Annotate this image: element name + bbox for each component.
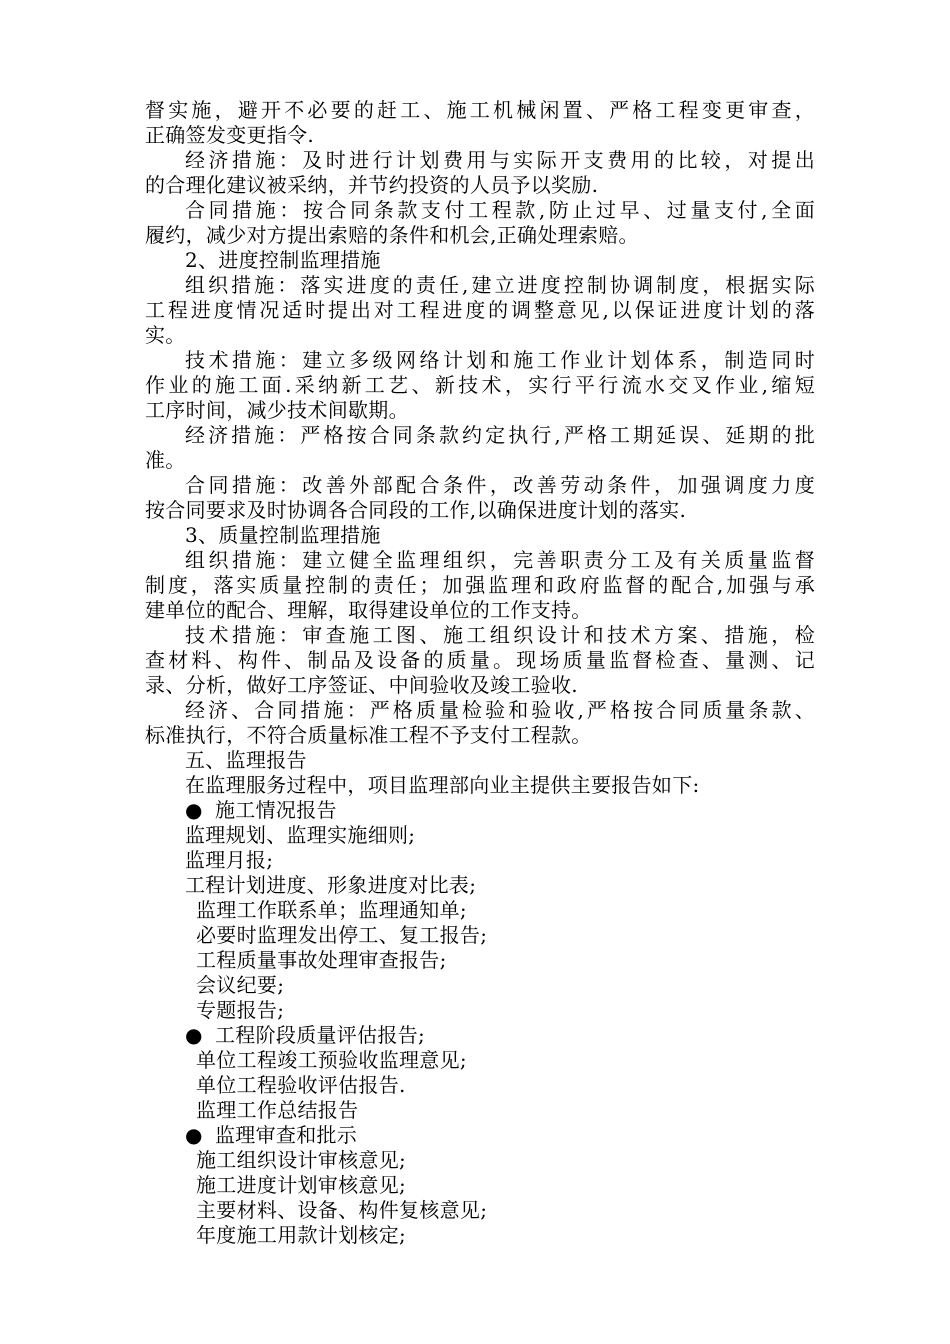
bullet-icon: ● (185, 1123, 203, 1147)
text-line: 实。 (145, 323, 186, 347)
bullet-label: 监理审查和批示 (215, 1123, 358, 1147)
list-item: 专题报告; (196, 998, 285, 1022)
text-line: 经济措施：及时进行计划费用与实际开支费用的比较，对提出 (185, 148, 815, 172)
list-item: 单位工程验收评估报告. (196, 1073, 406, 1097)
bullet-item (185, 798, 855, 822)
list-item: 工程计划进度、形象进度对比表; (185, 873, 477, 897)
text-line: 作业的施工面.采纳新工艺、新技术，实行平行流水交叉作业,缩短 (145, 373, 815, 397)
list-item: 主要材料、设备、构件复核意见; (196, 1198, 488, 1222)
bullet-label: 工程阶段质量评估报告; (215, 1023, 426, 1047)
text-line: 合同措施：按合同条款支付工程款,防止过早、过量支付,全面 (185, 198, 815, 222)
text-line: 督实施，避开不必要的赶工、施工机械闲置、严格工程变更审查， (145, 98, 815, 122)
section-heading: 五、监理报告 (185, 748, 307, 772)
section-heading: 2、进度控制监理措施 (185, 248, 381, 272)
text-line: 录、分析，做好工序签证、中间验收及竣工验收. (145, 673, 578, 697)
text-line: 正确签发变更指令. (145, 123, 315, 147)
text-line: 建单位的配合、理解，取得建设单位的工作支持。 (145, 598, 592, 622)
text-line: 制度，落实质量控制的责任；加强监理和政府监督的配合,加强与承 (145, 573, 815, 597)
text-line: 在监理服务过程中，项目监理部向业主提供主要报告如下: (185, 773, 700, 797)
text-line: 组织措施：落实进度的责任,建立进度控制协调制度，根据实际 (185, 273, 815, 297)
text-line: 工序时间，减少技术间歇期。 (145, 398, 409, 422)
bullet-item (185, 1123, 855, 1147)
section-heading: 3、质量控制监理措施 (185, 523, 381, 547)
text-line: 的合理化建议被采纳，并节约投资的人员予以奖励. (145, 173, 599, 197)
text-line: 履约，减少对方提出索赔的条件和机会,正确处理索赔。 (145, 223, 639, 247)
text-line: 组织措施：建立健全监理组织，完善职责分工及有关质量监督 (185, 548, 815, 572)
text-line: 查材料、构件、制品及设备的质量。现场质量监督检查、量测、记 (145, 648, 815, 672)
list-item: 施工组织设计审核意见; (196, 1148, 407, 1172)
text-line: 标准执行，不符合质量标准工程不予支付工程款。 (145, 723, 592, 747)
text-line: 按合同要求及时协调各合同段的工作,以确保进度计划的落实. (145, 498, 687, 522)
list-item: 施工进度计划审核意见; (196, 1173, 407, 1197)
list-item: 监理规划、监理实施细则; (185, 823, 416, 847)
list-item: 工程质量事故处理审查报告; (196, 948, 447, 972)
list-item: 监理月报; (185, 848, 274, 872)
list-item: 监理工作总结报告 (196, 1098, 359, 1122)
list-item: 单位工程竣工预验收监理意见; (196, 1048, 467, 1072)
bullet-label: 施工情况报告 (215, 798, 337, 822)
bullet-item (185, 1023, 855, 1047)
bullet-icon: ● (185, 1023, 203, 1047)
text-line: 合同措施：改善外部配合条件，改善劳动条件，加强调度力度 (185, 473, 815, 497)
list-item: 必要时监理发出停工、复工报告; (196, 923, 488, 947)
text-line: 工程进度情况适时提出对工程进度的调整意见,以保证进度计划的落 (145, 298, 815, 322)
text-line: 经济、合同措施：严格质量检验和验收,严格按合同质量条款、 (185, 698, 815, 722)
list-item: 会议纪要; (196, 973, 285, 997)
text-line: 技术措施：审查施工图、施工组织设计和技术方案、措施，检 (185, 623, 815, 647)
text-line: 准。 (145, 448, 186, 472)
text-line: 经济措施：严格按合同条款约定执行,严格工期延误、延期的批 (185, 423, 815, 447)
bullet-icon: ● (185, 798, 203, 822)
list-item: 年度施工用款计划核定; (196, 1223, 407, 1247)
text-line: 技术措施：建立多级网络计划和施工作业计划体系，制造同时 (185, 348, 815, 372)
list-item: 监理工作联系单；监理通知单; (196, 898, 467, 922)
